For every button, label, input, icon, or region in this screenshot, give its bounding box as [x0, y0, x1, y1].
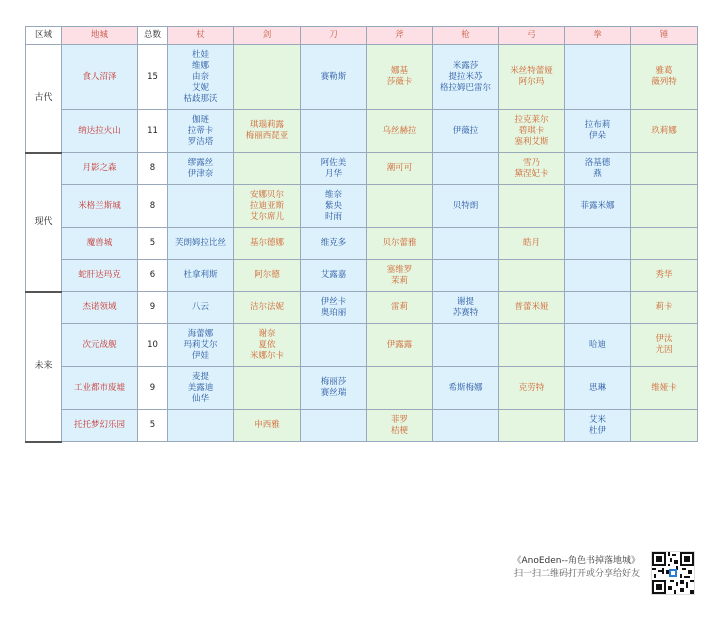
cell-hammer	[631, 228, 698, 260]
cell-katana	[301, 367, 367, 410]
cell-katana	[301, 292, 367, 324]
cell-fist	[565, 292, 631, 324]
cell-bow	[499, 153, 565, 185]
region-name: 工业都市废墟	[62, 367, 138, 410]
character-name: 米丝特蕾娅	[510, 66, 553, 76]
cell-fist	[565, 260, 631, 292]
header-region: 地城	[62, 27, 138, 45]
character-name: 维克多	[320, 238, 347, 248]
character-name: 普蕾米娅	[514, 302, 549, 312]
cell-katana	[301, 45, 367, 110]
character-name: 琪瑙莉露	[249, 120, 284, 130]
character-name: 菲露米娜	[580, 200, 615, 211]
cell-bow	[499, 410, 565, 442]
character-name: 阿佐美	[320, 157, 347, 168]
cell-sword	[234, 367, 301, 410]
region-name: 蛇肝达玛克	[62, 260, 138, 292]
character-name: 洛基德	[584, 157, 611, 168]
character-name: 奥珀丽	[320, 307, 347, 318]
character-name: 维娜	[191, 60, 209, 71]
cell-bow	[499, 110, 565, 153]
cell-sword	[234, 292, 301, 324]
cell-hammer	[631, 324, 698, 367]
character-name: 贝尔蕾雅	[382, 238, 417, 248]
cell-hammer	[631, 153, 698, 185]
table-row	[26, 410, 698, 442]
character-name: 梅丽西琵亚	[245, 131, 289, 141]
character-name: 伊汰	[655, 334, 673, 344]
character-name: 夏依	[258, 339, 276, 350]
character-name: 仙华	[191, 393, 209, 404]
character-name: 杜娃	[191, 49, 209, 60]
character-name: 由奈	[191, 71, 209, 82]
era-label: 现代	[26, 153, 62, 292]
character-name: 伊津奈	[187, 168, 214, 179]
header-weapon-spear: 枪	[433, 27, 499, 45]
character-name: 克劳特	[518, 382, 545, 393]
cell-staff	[168, 110, 234, 153]
region-total: 10	[138, 324, 168, 367]
character-name: 燕	[593, 168, 602, 179]
character-name: 阿尔德	[254, 270, 280, 280]
cell-spear	[433, 153, 499, 185]
character-name: 苏赛特	[452, 307, 479, 318]
cell-bow	[499, 228, 565, 260]
character-name: 维娅卡	[651, 382, 677, 393]
cell-staff	[168, 45, 234, 110]
character-name: 月华	[324, 168, 342, 179]
character-name: 娜基	[390, 66, 408, 76]
cell-spear	[433, 110, 499, 153]
character-name: 格拉姆巴雷尔	[439, 82, 491, 93]
character-name: 基尔德娜	[249, 238, 284, 248]
cell-katana	[301, 324, 367, 367]
cell-fist	[565, 228, 631, 260]
cell-fist	[565, 324, 631, 367]
cell-axe	[367, 367, 433, 410]
character-name: 洁尔法妮	[249, 302, 284, 312]
character-name: 思琳	[588, 382, 606, 393]
character-name: 美露迪	[187, 382, 214, 393]
character-name: 米露莎	[452, 60, 479, 71]
cell-spear	[433, 367, 499, 410]
region-total: 8	[138, 153, 168, 185]
table-row	[26, 324, 698, 367]
character-name: 赛丝瑞	[320, 388, 347, 398]
region-name: 魔兽城	[62, 228, 138, 260]
character-name: 贝特朗	[452, 200, 479, 211]
character-name: 雪乃	[522, 157, 540, 168]
character-name: 伊薇拉	[452, 125, 479, 136]
cell-hammer	[631, 260, 698, 292]
character-name: 玖莉娜	[651, 125, 677, 136]
cell-fist	[565, 367, 631, 410]
table-row	[26, 260, 698, 292]
character-name: 时雨	[324, 211, 342, 222]
character-name: 拉迪亚斯	[249, 200, 284, 211]
cell-sword	[234, 228, 301, 260]
header-row	[26, 27, 698, 45]
cell-spear	[433, 228, 499, 260]
character-name: 维奈	[324, 189, 342, 200]
cell-axe	[367, 228, 433, 260]
character-name: 申西雅	[254, 420, 280, 430]
cell-staff	[168, 367, 234, 410]
character-name: 艾妮	[191, 82, 209, 93]
character-name: 菲罗	[390, 414, 408, 425]
drop-table	[25, 26, 698, 443]
footer-subtitle: 扫一扫二维码打开或分享给好友	[513, 569, 640, 579]
cell-spear	[433, 185, 499, 228]
character-name: 艾米	[588, 414, 606, 425]
character-name: 秀华	[655, 270, 673, 280]
character-name: 谢奈	[258, 328, 276, 339]
cell-fist	[565, 153, 631, 185]
character-name: 罗洁塔	[187, 136, 214, 147]
character-name: 麦提	[191, 371, 209, 382]
region-total: 11	[138, 110, 168, 153]
region-total: 15	[138, 45, 168, 110]
character-name: 潮可可	[386, 163, 413, 173]
cell-axe	[367, 292, 433, 324]
character-name: 皓月	[522, 238, 540, 248]
cell-axe	[367, 324, 433, 367]
character-name: 伊丝卡	[320, 296, 347, 307]
cell-katana	[301, 110, 367, 153]
header-total: 总数	[138, 27, 168, 45]
region-name: 纳达拉火山	[62, 110, 138, 153]
cell-axe	[367, 410, 433, 442]
cell-bow	[499, 367, 565, 410]
region-name: 托托梦幻乐园	[62, 410, 138, 442]
cell-bow	[499, 324, 565, 367]
character-name: 拉蒂卡	[187, 125, 214, 136]
cell-sword	[234, 324, 301, 367]
cell-katana	[301, 153, 367, 185]
region-total: 9	[138, 367, 168, 410]
character-name: 莉卡	[655, 302, 673, 312]
cell-fist	[565, 410, 631, 442]
cell-staff	[168, 410, 234, 442]
cell-katana	[301, 410, 367, 442]
region-total: 8	[138, 185, 168, 228]
character-name: 梅丽莎	[320, 377, 347, 387]
character-name: 芙朗姆拉比丝	[174, 238, 226, 248]
region-total: 9	[138, 292, 168, 324]
region-name: 月影之森	[62, 153, 138, 185]
character-name: 尤因	[655, 345, 673, 355]
cell-staff	[168, 185, 234, 228]
character-name: 米娜尔卡	[249, 350, 284, 361]
cell-staff	[168, 292, 234, 324]
character-name: 杜伊	[588, 425, 606, 436]
region-total: 5	[138, 228, 168, 260]
character-name: 伊露露	[386, 339, 413, 350]
cell-hammer	[631, 185, 698, 228]
cell-hammer	[631, 410, 698, 442]
character-name: 艾露嘉	[320, 270, 347, 280]
header-weapon-hammer: 锤	[631, 27, 698, 45]
header-weapon-axe: 斧	[367, 27, 433, 45]
character-name: 赛勒斯	[320, 71, 347, 82]
cell-spear	[433, 45, 499, 110]
cell-axe	[367, 110, 433, 153]
character-name: 缪露丝	[187, 157, 214, 168]
cell-hammer	[631, 292, 698, 324]
character-name: 茉莉	[390, 275, 408, 286]
header-weapon-staff: 杖	[168, 27, 234, 45]
header-weapon-sword: 剑	[234, 27, 301, 45]
character-name: 紫央	[324, 200, 342, 211]
qr-code-icon[interactable]	[651, 551, 695, 595]
cell-staff	[168, 324, 234, 367]
table-row	[26, 185, 698, 228]
cell-sword	[234, 260, 301, 292]
cell-bow	[499, 292, 565, 324]
table-row	[26, 367, 698, 410]
cell-bow	[499, 45, 565, 110]
character-name: 枯歧那沃	[183, 93, 218, 104]
character-name: 拉布莉	[584, 120, 611, 130]
era-label: 古代	[26, 45, 62, 153]
cell-axe	[367, 153, 433, 185]
character-name: 碧琪卡	[518, 125, 545, 136]
character-name: 提拉米苏	[448, 71, 483, 82]
footer-title: 《AnoEden--角色书掉落地城》	[512, 556, 640, 566]
region-name: 食人沼泽	[62, 45, 138, 110]
character-name: 拉克莱尔	[514, 114, 549, 125]
table-row	[26, 228, 698, 260]
cell-fist	[565, 185, 631, 228]
header-weapon-bow: 弓	[499, 27, 565, 45]
table-row	[26, 292, 698, 324]
table-row	[26, 153, 698, 185]
character-name: 伊娃	[191, 350, 209, 361]
table-row	[26, 45, 698, 110]
character-name: 雅葛	[655, 66, 673, 76]
cell-sword	[234, 153, 301, 185]
character-name: 海蕾娜	[187, 328, 214, 339]
cell-hammer	[631, 110, 698, 153]
character-name: 塞维罗	[386, 264, 413, 275]
cell-axe	[367, 185, 433, 228]
cell-sword	[234, 185, 301, 228]
cell-sword	[234, 110, 301, 153]
cell-bow	[499, 185, 565, 228]
cell-sword	[234, 410, 301, 442]
cell-staff	[168, 260, 234, 292]
character-name: 乌丝赫拉	[382, 125, 417, 136]
cell-axe	[367, 260, 433, 292]
header-weapon-fist: 拳	[565, 27, 631, 45]
character-name: 八云	[191, 302, 209, 312]
footer	[480, 555, 640, 581]
cell-axe	[367, 45, 433, 110]
table-row	[26, 110, 698, 153]
region-total: 6	[138, 260, 168, 292]
cell-spear	[433, 260, 499, 292]
cell-fist	[565, 45, 631, 110]
character-name: 安娜贝尔	[249, 189, 284, 200]
cell-fist	[565, 110, 631, 153]
character-name: 伽琏	[191, 114, 209, 125]
table-body	[26, 45, 698, 442]
character-name: 哈迪	[588, 339, 606, 350]
character-name: 桔梗	[390, 425, 408, 436]
cell-hammer	[631, 45, 698, 110]
header-weapon-katana: 刀	[301, 27, 367, 45]
character-name: 艾尔席儿	[249, 211, 284, 222]
character-name: 谢提	[456, 296, 474, 307]
character-name: 伊朵	[588, 131, 606, 141]
cell-staff	[168, 153, 234, 185]
cell-sword	[234, 45, 301, 110]
region-name: 米格兰斯城	[62, 185, 138, 228]
region-total: 5	[138, 410, 168, 442]
cell-katana	[301, 228, 367, 260]
cell-katana	[301, 260, 367, 292]
character-name: 莎薇卡	[386, 77, 413, 87]
character-name: 杜拿利斯	[183, 270, 218, 280]
cell-spear	[433, 292, 499, 324]
cell-spear	[433, 324, 499, 367]
region-name: 次元战舰	[62, 324, 138, 367]
character-name: 阿尔玛	[518, 77, 545, 87]
character-name: 薇列特	[651, 77, 677, 87]
character-name: 雷莉	[390, 302, 408, 312]
region-name: 杰诺领域	[62, 292, 138, 324]
cell-katana	[301, 185, 367, 228]
cell-spear	[433, 410, 499, 442]
character-name: 塞利艾斯	[514, 136, 549, 147]
character-name: 黛涅妃卡	[514, 168, 549, 179]
cell-bow	[499, 260, 565, 292]
header-era: 区域	[26, 27, 62, 45]
cell-staff	[168, 228, 234, 260]
character-name: 希斯梅娜	[448, 382, 483, 393]
era-label: 未来	[26, 292, 62, 442]
character-name: 玛莉艾尔	[183, 339, 218, 350]
cell-hammer	[631, 367, 698, 410]
